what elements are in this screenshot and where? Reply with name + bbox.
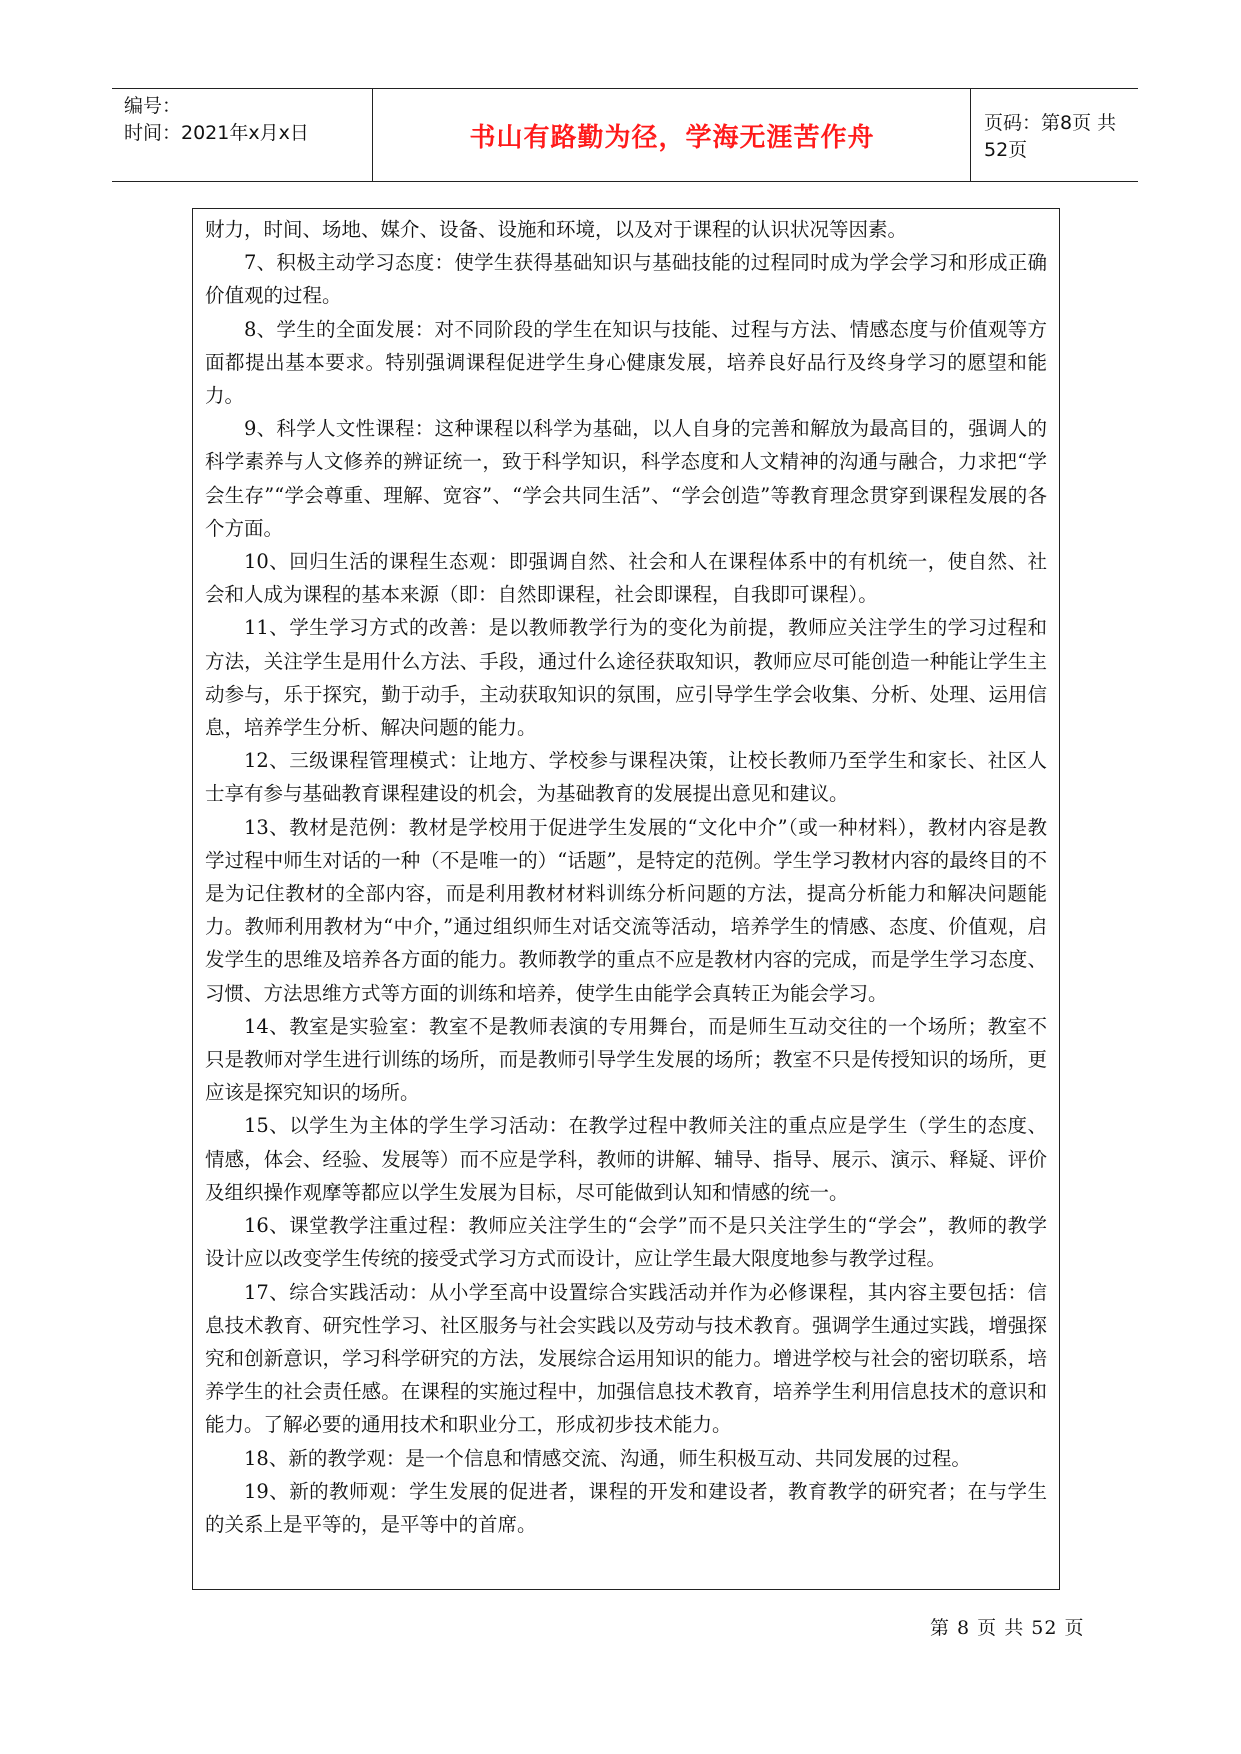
header-divider-left: [372, 89, 373, 181]
content-paragraph: 19、新的教师观：学生发展的促进者，课程的开发和建设者，教育教学的研究者；在与学生的关系上是平等的，是平等中的首席。: [205, 1479, 1047, 1536]
document-number-label: 编号：: [124, 95, 182, 117]
content-paragraph: 12、三级课程管理模式：让地方、学校参与课程决策，让校长教师乃至学生和家长、社区人士享有参与基础教育课程建设的机会，为基础教育的发展提出意见和建议。: [205, 749, 1047, 806]
content-paragraph: 8、学生的全面发展：对不同阶段的学生在知识与技能、过程与方法、情感态度与价值观等方面都提出基本要求。特别强调课程促进学生身心健康发展，培养良好品行及终身学习的愿望和能力。: [205, 317, 1047, 408]
header-divider-right: [970, 89, 971, 181]
content-paragraph: 16、课堂教学注重过程：教师应关注学生的“会学”而不是只关注学生的“学会”，教师的教学设计应以改变学生传统的接受式学习方式而设计，应让学生最大限度地参与教学过程。: [205, 1214, 1047, 1271]
content-paragraph: 13、教材是范例：教材是学校用于促进学生发展的“文化中介”（或一种材料），教材内容是教学过程中师生对话的一种（不是唯一的）“话题”，是特定的范例。学生学习教材内容的最终目的不是为记住教材的全部内容，而是利用教材材料训练分析问题的方法，提高分析能力和解决问题能力。教师利用教材为“中介，”通过组织师生对话交流等活动，培养学生的情感、态度、价值观，启发学生的思维及培养各方面的能力。教师教学的重点不应是教材内容的完成，而是学生学习态度、习惯、方法思维方式等方面的训练和培养，使学生由能学会真转正为能会学习。: [205, 815, 1047, 1005]
document-date: 时间：2021年x月x日: [124, 122, 309, 144]
content-paragraph: 14、教室是实验室：教室不是教师表演的专用舞台，而是师生互动交往的一个场所；教室不只是教师对学生进行训练的场所，而是教师引导学生发展的场所；教室不只是传授知识的场所，更应该是探究知识的场所。: [205, 1014, 1047, 1105]
content-paragraph: 10、回归生活的课程生态观：即强调自然、社会和人在课程体系中的有机统一，使自然、社会和人成为课程的基本来源（即：自然即课程，社会即课程，自我即可课程）。: [205, 550, 1047, 607]
content-paragraph: 11、学生学习方式的改善：是以教师教学行为的变化为前提，教师应关注学生的学习过程和方法，关注学生是用什么方法、手段，通过什么途径获取知识，教师应尽可能创造一种能让学生主动参与，乐于探究，勤于动手，主动获取知识的氛围，应引导学生学会收集、分析、处理、运用信息，培养学生分析、解决问题的能力。: [205, 616, 1047, 740]
header-page-info: 页码：第8页 共52页: [984, 112, 1117, 161]
page-footer: 第 8 页 共 52 页: [930, 1617, 1085, 1639]
content-paragraph: 9、科学人文性课程：这种课程以科学为基础，以人自身的完善和解放为最高目的，强调人的科学素养与人文修养的辨证统一，致于科学知识，科学态度和人文精神的沟通与融合，力求把“学会生存”“学会尊重、理解、宽容”、“学会共同生活”、“学会创造”等教育理念贯穿到课程发展的各个方面。: [205, 417, 1047, 540]
content-box: [192, 208, 1060, 1590]
content-paragraph: 15、以学生为主体的学生学习活动：在教学过程中教师关注的重点应是学生（学生的态度、情感，体会、经验、发展等）而不应是学科，教师的讲解、辅导、指导、展示、演示、释疑、评价及组织操作观摩等都应以学生发展为目标，尽可能做到认知和情感的统一。: [205, 1114, 1047, 1204]
header-motto: 书山有路勤为径，学海无涯苦作舟: [469, 122, 875, 153]
content-paragraph: 17、综合实践活动：从小学至高中设置综合实践活动并作为必修课程，其内容主要包括：信息技术教育、研究性学习、社区服务与社会实践以及劳动与技术教育。强调学生通过实践，增强探究和创新意识，学习科学研究的方法，发展综合运用知识的能力。增进学校与社会的密切联系，培养学生的社会责任感。在课程的实施过程中，加强信息技术教育，培养学生利用信息技术的意识和能力。了解必要的通用技术和职业分工，形成初步技术能力。: [205, 1280, 1047, 1437]
content-paragraph: 7、积极主动学习态度：使学生获得基础知识与基础技能的过程同时成为学会学习和形成正确价值观的过程。: [205, 251, 1047, 308]
content-paragraph: 18、新的教学观：是一个信息和情感交流、沟通，师生积极互动、共同发展的过程。: [244, 1446, 971, 1470]
content-paragraph: 财力，时间、场地、媒介、设备、设施和环境，以及对于课程的认识状况等因素。: [205, 218, 908, 241]
page-header: [112, 88, 1138, 182]
